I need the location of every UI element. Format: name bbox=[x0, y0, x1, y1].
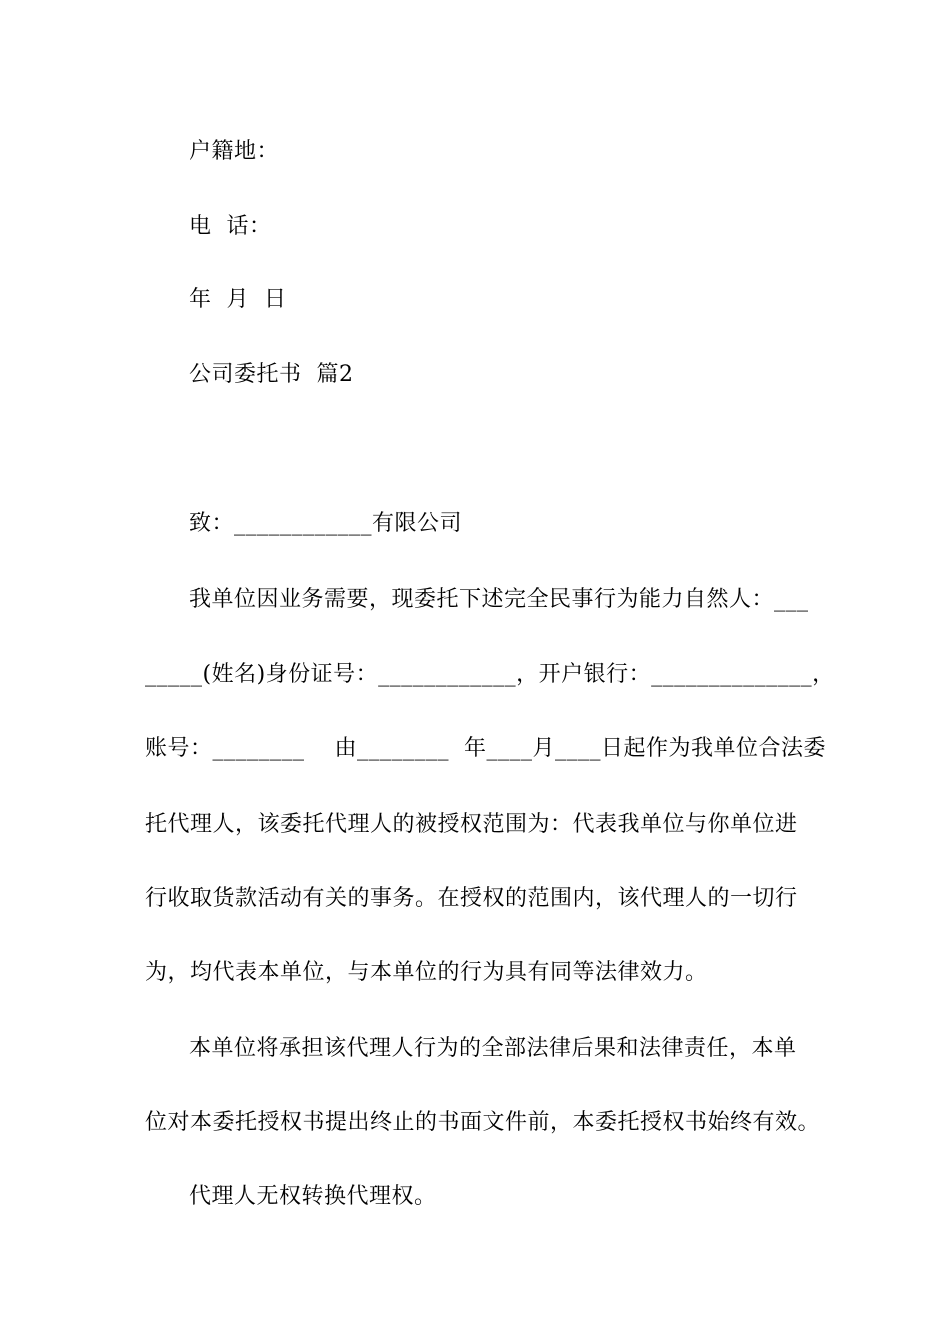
paragraph-1-line-4: 托代理人，该委托代理人的被授权范围为：代表我单位与你单位进 bbox=[145, 812, 798, 837]
paragraph-1-line-5: 行收取货款活动有关的事务。在授权的范围内，该代理人的一切行 bbox=[145, 886, 798, 911]
paragraph-2-line-2: 位对本委托授权书提出终止的书面文件前，本委托授权书始终有效。 bbox=[145, 1110, 821, 1135]
date-line: 年 月 日 bbox=[189, 287, 287, 312]
addressee-line: 致：____________有限公司 bbox=[189, 511, 463, 536]
phone-label: 电 话： bbox=[189, 214, 272, 239]
section-title: 公司委托书 篇2 bbox=[189, 362, 354, 387]
paragraph-1-line-1: 我单位因业务需要，现委托下述完全民事行为能力自然人：___ bbox=[189, 587, 809, 612]
paragraph-1-line-3: 账号：________ 由________ 年____月____日起作为我单位合法委 bbox=[145, 736, 826, 761]
household-registration-label: 户籍地： bbox=[189, 139, 280, 164]
paragraph-3-line-1: 代理人无权转换代理权。 bbox=[189, 1184, 437, 1209]
paragraph-1-line-6: 为，均代表本单位，与本单位的行为具有同等法律效力。 bbox=[145, 960, 708, 985]
paragraph-2-line-1: 本单位将承担该代理人行为的全部法律后果和法律责任，本单 bbox=[189, 1036, 797, 1061]
paragraph-1-line-2: _____(姓名)身份证号：____________，开户银行：______________， bbox=[145, 662, 835, 687]
